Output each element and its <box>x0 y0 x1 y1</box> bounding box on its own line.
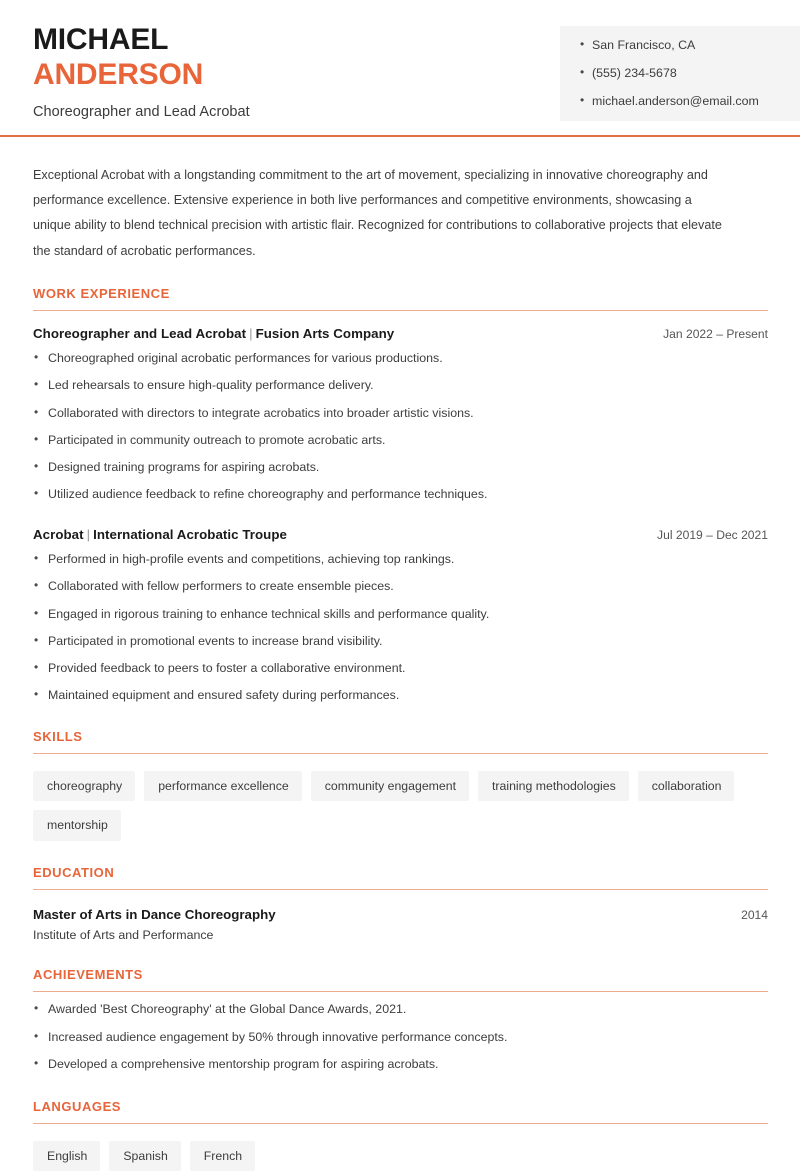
header-divider-rule <box>0 135 800 137</box>
experience-title-line <box>33 326 394 341</box>
section-education <box>33 865 768 942</box>
section-rule <box>33 310 768 311</box>
contact-item-location: • San Francisco, CA <box>580 38 786 53</box>
education-entry <box>33 907 768 942</box>
experience-entry-header <box>33 527 768 542</box>
contact-item-email[interactable]: • michael.anderson@email.com <box>580 94 786 109</box>
skill-tag: training methodologies <box>478 771 629 801</box>
section-work-experience <box>33 286 768 704</box>
experience-entry-header <box>33 326 768 341</box>
experience-company: International Acrobatic Troupe <box>93 527 287 543</box>
experience-role: Acrobat <box>33 527 84 543</box>
bullet-item: • Awarded 'Best Choreography' at the Global Dance Awards, 2021. <box>33 1001 768 1018</box>
headline-job-title: Choreographer and Lead Acrobat <box>33 104 250 121</box>
language-tag: Spanish <box>109 1141 180 1171</box>
section-rule <box>33 889 768 890</box>
identity-block <box>33 22 250 120</box>
first-name: MICHAEL <box>33 23 169 56</box>
section-title-education: EDUCATION <box>33 864 115 880</box>
experience-dates: Jul 2019 – Dec 2021 <box>657 528 768 543</box>
section-rule <box>33 991 768 992</box>
bullet-item: • Engaged in rigorous training to enhance technical skills and performance quality. <box>33 606 768 623</box>
section-title-languages: LANGUAGES <box>33 1098 122 1114</box>
bullet-item: • Provided feedback to peers to foster a collaborative environment. <box>33 660 768 677</box>
section-skills <box>33 729 768 841</box>
bullet-item: • Developed a comprehensive mentorship program for aspiring acrobats. <box>33 1056 768 1073</box>
languages-tag-list <box>33 1141 768 1171</box>
bullet-item: • Collaborated with directors to integrate acrobatics into broader artistic visions. <box>33 405 768 422</box>
experience-bullets <box>33 350 768 503</box>
bullet-item: • Designed training programs for aspiring acrobats. <box>33 459 768 476</box>
education-institution: Institute of Arts and Performance <box>33 928 214 943</box>
education-entry-header <box>33 907 768 922</box>
experience-bullets <box>33 551 768 704</box>
bullet-item: • Maintained equipment and ensured safety during performances. <box>33 687 768 704</box>
education-year: 2014 <box>741 908 768 923</box>
experience-title-line <box>33 527 287 542</box>
education-degree: Master of Arts in Dance Choreography <box>33 907 276 923</box>
skill-tag: community engagement <box>311 771 469 801</box>
section-rule <box>33 1123 768 1124</box>
skill-tag: performance excellence <box>144 771 302 801</box>
skill-tag: mentorship <box>33 810 121 840</box>
contact-list <box>580 38 786 109</box>
professional-summary: Exceptional Acrobat with a longstanding commitment to the art of movement, specializing in innovative choreography and performance excellence. Extensive experience in both live performances and competitive environments, showcasing a unique ability to blend technical precision with artistic flair. Recognized for contributions to collaborative projects that elevate the standard of acrobatic performances. <box>33 168 722 258</box>
contact-item-phone: • (555) 234-5678 <box>580 66 786 81</box>
bullet-item: • Led rehearsals to ensure high-quality performance delivery. <box>33 377 768 394</box>
bullet-item: • Participated in community outreach to promote acrobatic arts. <box>33 432 768 449</box>
section-title-skills: SKILLS <box>33 728 83 744</box>
experience-entry <box>33 527 768 704</box>
language-tag: French <box>190 1141 255 1171</box>
contact-box <box>560 26 800 121</box>
title-separator: | <box>86 527 91 543</box>
experience-company: Fusion Arts Company <box>255 326 395 342</box>
section-achievements <box>33 967 768 1073</box>
experience-dates: Jan 2022 – Present <box>663 327 768 342</box>
resume-content <box>0 136 800 1171</box>
experience-entry <box>33 326 768 503</box>
bullet-item: • Choreographed original acrobatic performances for various productions. <box>33 350 768 367</box>
bullet-item: • Increased audience engagement by 50% through innovative performance concepts. <box>33 1029 768 1046</box>
last-name: ANDERSON <box>33 58 204 92</box>
section-title-work-experience: WORK EXPERIENCE <box>33 285 170 301</box>
bullet-item: • Utilized audience feedback to refine choreography and performance techniques. <box>33 486 768 503</box>
resume-header <box>0 0 800 136</box>
experience-role: Choreographer and Lead Acrobat <box>33 326 247 342</box>
achievements-list <box>33 1001 768 1072</box>
skill-tag: collaboration <box>638 771 735 801</box>
language-tag: English <box>33 1141 100 1171</box>
section-title-achievements: ACHIEVEMENTS <box>33 967 143 983</box>
section-languages <box>33 1099 768 1171</box>
skill-tag: choreography <box>33 771 135 801</box>
bullet-item: • Collaborated with fellow performers to create ensemble pieces. <box>33 578 768 595</box>
section-rule <box>33 753 768 754</box>
title-separator: | <box>249 326 253 342</box>
skills-tag-list <box>33 771 768 840</box>
bullet-item: • Participated in promotional events to increase brand visibility. <box>33 633 768 650</box>
bullet-item: • Performed in high-profile events and competitions, achieving top rankings. <box>33 551 768 568</box>
